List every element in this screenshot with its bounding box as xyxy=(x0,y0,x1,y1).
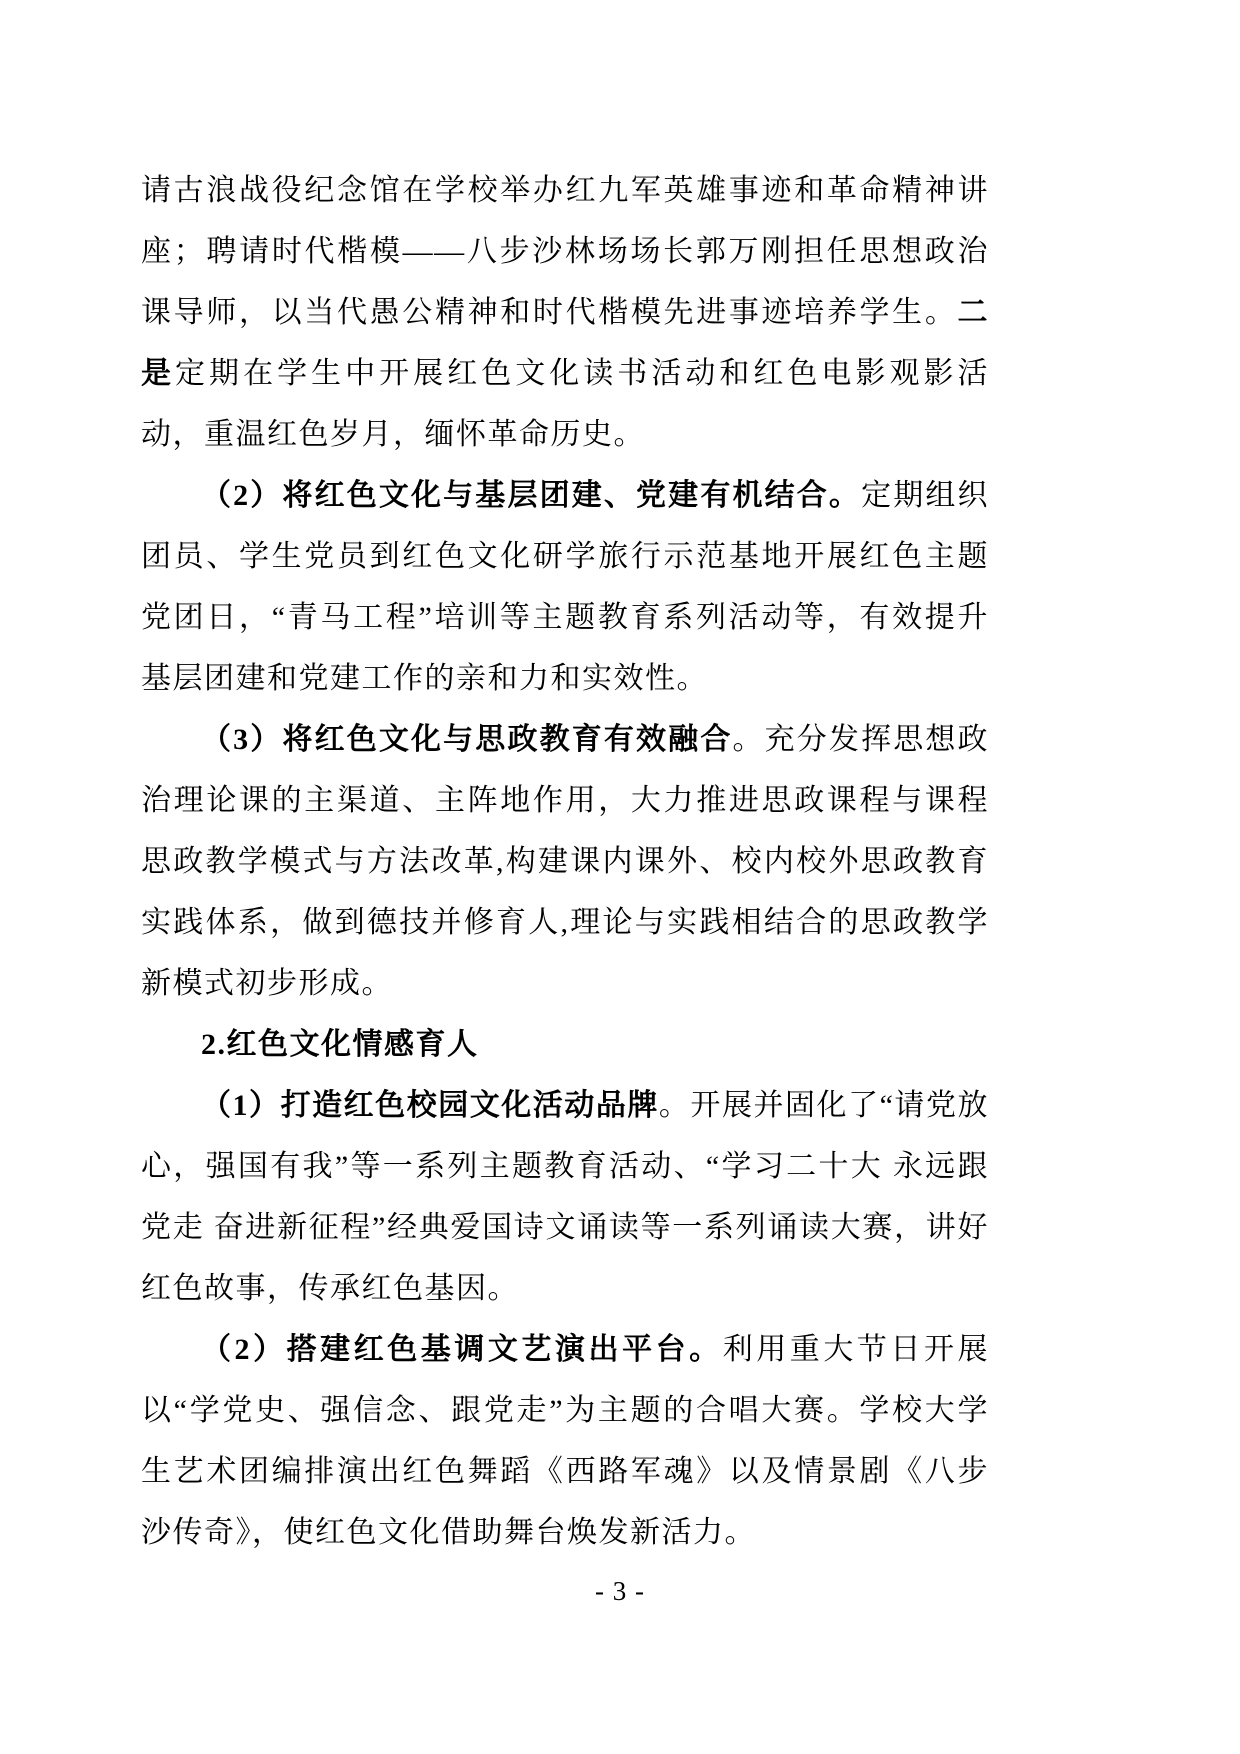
text-run: 。充分发挥思想政治理论课的主渠道、主阵地作用，大力推进思政课程与课程思政教学模式与方法改革,构建课内课外、校内校外思政教育实践体系，做到德技并修育人,理论与实践相结合的思政教学新模式初步形成。 xyxy=(141,723,990,1000)
paragraph-3 xyxy=(141,709,989,1014)
document-body xyxy=(141,160,989,1563)
paragraph-4 xyxy=(141,1014,989,1075)
text-run: 请古浪战役纪念馆在学校举办红九军英雄事迹和革命精神讲座；聘请时代楷模——八步沙林场场长郭万刚担任思想政治课导师，以当代愚公精神和时代楷模先进事迹培养学生。 xyxy=(141,174,989,329)
paragraph-6 xyxy=(141,1319,989,1563)
bold-text-run: （2）搭建红色基调文艺演出平台。 xyxy=(201,1333,723,1366)
bold-text-run: （1）打造红色校园文化活动品牌 xyxy=(201,1089,659,1122)
paragraph-1 xyxy=(141,160,989,465)
text-run: 。开展并固化了“请党放心，强国有我”等一系列主题教育活动、“学习二十大 永远跟党走 奋进新征程”经典爱国诗文诵读等一系列诵读大赛，讲好红色故事，传承红色基因。 xyxy=(141,1089,989,1305)
text-run: 定期组织团员、学生党员到红色文化研学旅行示范基地开展红色主题党团日，“青马工程”培训等主题教育系列活动等，有效提升基层团建和党建工作的亲和力和实效性。 xyxy=(141,479,989,695)
text-run: 利用重大节日开展以“学党史、强信念、跟党走”为主题的合唱大赛。学校大学生艺术团编排演出红色舞蹈《西路军魂》以及情景剧《八步沙传奇》，使红色文化借助舞台焕发新活力。 xyxy=(141,1333,990,1549)
bold-text-run: 二是 xyxy=(141,296,989,390)
bold-text-run: （2）将红色文化与基层团建、党建有机结合。 xyxy=(201,479,862,512)
bold-text-run: 2.红色文化情感育人 xyxy=(201,1028,479,1061)
paragraph-2 xyxy=(141,465,989,709)
bold-text-run: （3）将红色文化与思政教育有效融合 xyxy=(201,723,733,756)
page-number: - 3 - xyxy=(595,1576,645,1606)
page-footer xyxy=(0,1576,1240,1607)
paragraph-5 xyxy=(141,1075,989,1319)
text-run: 定期在学生中开展红色文化读书活动和红色电影观影活动，重温红色岁月，缅怀革命历史。 xyxy=(141,357,990,451)
